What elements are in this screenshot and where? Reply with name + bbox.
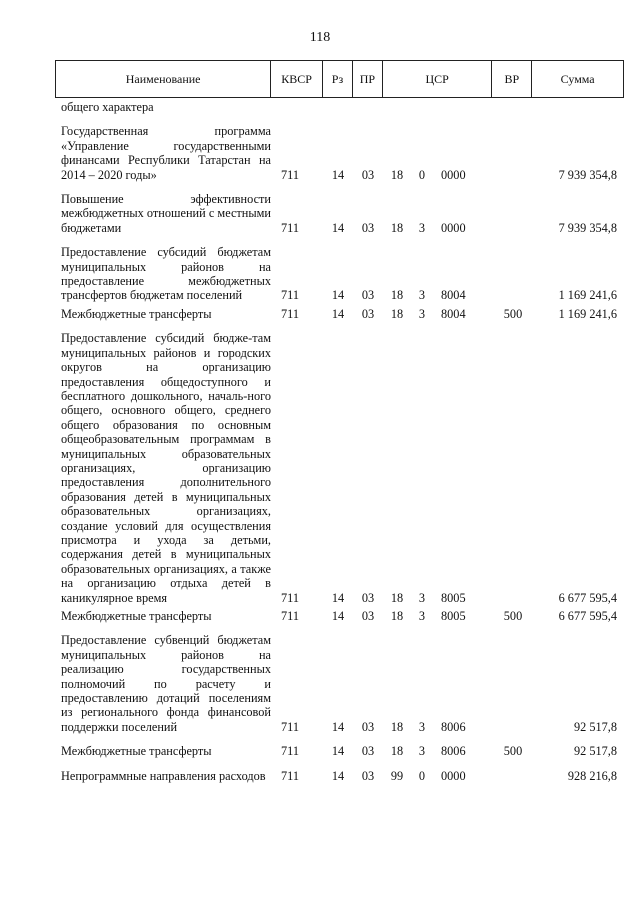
row-csr-subprogram: 0 <box>418 167 426 182</box>
row-continuation: общего характера <box>61 100 154 114</box>
table-header <box>55 60 624 98</box>
row-csr-subprogram: 3 <box>418 609 426 623</box>
table-body <box>55 100 624 783</box>
row-kvsr: 711 <box>281 719 299 734</box>
row-rz: 14 <box>331 288 345 303</box>
row-sum: 928 216,8 <box>567 768 617 783</box>
row-kvsr: 711 <box>281 220 299 235</box>
table-row <box>55 192 624 235</box>
row-csr-subprogram: 3 <box>418 719 426 734</box>
row-csr-program: 18 <box>390 719 404 734</box>
row-sum: 7 939 354,8 <box>558 220 617 235</box>
row-pr: 03 <box>361 306 375 321</box>
row-csr-code: 8006 <box>441 744 466 759</box>
table-row <box>55 633 624 734</box>
header-name: Наименование <box>56 61 271 97</box>
row-csr-code: 0000 <box>441 220 466 235</box>
row-sum: 1 169 241,6 <box>558 306 617 321</box>
row-csr-code: 8004 <box>441 306 466 321</box>
header-sum: Сумма <box>560 71 595 86</box>
row-csr-subprogram: 3 <box>418 288 426 303</box>
row-vr: 500 <box>503 306 523 321</box>
header-kvsr: КВСР <box>271 61 323 97</box>
row-rz: 14 <box>331 590 345 605</box>
row-csr-program: 99 <box>390 768 404 783</box>
row-csr-program: 18 <box>390 609 404 623</box>
row-kvsr: 711 <box>281 288 299 303</box>
table-row <box>55 744 624 758</box>
row-rz: 14 <box>331 306 345 321</box>
table-row <box>55 331 624 605</box>
row-csr-subprogram: 3 <box>418 744 426 759</box>
row-csr-program: 18 <box>390 288 404 303</box>
row-pr: 03 <box>361 220 375 235</box>
table-row <box>55 124 624 182</box>
header-csr: ЦСР <box>383 61 493 97</box>
row-csr-code: 8004 <box>441 288 466 303</box>
row-kvsr: 711 <box>281 590 299 605</box>
table-row <box>55 307 624 321</box>
row-name: Межбюджетные трансферты <box>61 609 212 623</box>
row-sum: 7 939 354,8 <box>558 167 617 182</box>
row-csr-code: 0000 <box>441 167 466 182</box>
table-row <box>55 100 624 114</box>
row-pr: 03 <box>361 167 375 182</box>
row-name: Межбюджетные трансферты <box>61 744 212 759</box>
row-sum: 1 169 241,6 <box>558 288 617 303</box>
row-name: Межбюджетные трансферты <box>61 306 212 321</box>
row-kvsr: 711 <box>281 167 299 182</box>
row-sum: 6 677 595,4 <box>558 590 617 605</box>
row-csr-subprogram: 3 <box>418 220 426 235</box>
row-rz: 14 <box>331 167 345 182</box>
row-pr: 03 <box>361 768 375 783</box>
row-csr-code: 8005 <box>441 590 466 605</box>
row-rz: 14 <box>331 609 345 623</box>
row-pr: 03 <box>361 288 375 303</box>
row-csr-program: 18 <box>390 220 404 235</box>
row-rz: 14 <box>331 719 345 734</box>
row-csr-program: 18 <box>390 167 404 182</box>
row-name: Предоставление субвенций бюджетам муниципальных районов на реализацию государственных полномочий по расчету и предоставлению дотаций поселениям из регионального фонда финансовой поддержки поселений <box>61 633 271 734</box>
table-row <box>55 769 624 783</box>
row-kvsr: 711 <box>281 744 299 759</box>
header-vr: ВР <box>492 61 532 97</box>
row-csr-code: 8005 <box>441 609 466 623</box>
row-name: Непрограммные направления расходов <box>61 768 266 783</box>
row-pr: 03 <box>361 719 375 734</box>
row-vr: 500 <box>503 744 523 759</box>
row-name: Повышение эффективности межбюджетных отношений с местными бюджетами <box>61 192 271 235</box>
row-sum: 92 517,8 <box>573 719 617 734</box>
row-rz: 14 <box>331 744 345 759</box>
row-csr-subprogram: 3 <box>418 306 426 321</box>
row-csr-program: 18 <box>390 306 404 321</box>
row-csr-code: 8006 <box>441 719 466 734</box>
row-pr: 03 <box>361 590 375 605</box>
row-kvsr: 711 <box>281 609 299 623</box>
row-name: Предоставление субсидий бюдже-там муниципальных районов и городских округов на организацию предоставления общедоступного и бесплатного дошкольного, началь-ного общего, основного общего, среднего общего образования по основным общеобразовательным программам в муниципальных образовательных организациях, организацию предоставления дополнительного образования детей в муниципальных образовательных организациях, создание условий для осуществления присмотра и ухода за детьми, содержания детей в муниципальных образовательных организациях, а также на организацию отдыха детей в каникулярное время <box>61 331 271 605</box>
row-sum: 92 517,8 <box>573 744 617 759</box>
page-number: 118 <box>309 30 331 45</box>
header-rz: Рз <box>323 61 353 97</box>
table-row <box>55 245 624 303</box>
row-csr-subprogram: 3 <box>418 590 426 605</box>
row-rz: 14 <box>331 768 345 783</box>
row-kvsr: 711 <box>281 306 299 321</box>
row-name: Государственная программа «Управление государственными финансами Республики Татарстан на 2014 – 2020 годы» <box>61 124 271 182</box>
row-pr: 03 <box>361 609 375 623</box>
row-csr-program: 18 <box>390 744 404 759</box>
table-row <box>55 609 624 623</box>
row-kvsr: 711 <box>281 768 299 783</box>
row-rz: 14 <box>331 220 345 235</box>
row-name: Предоставление субсидий бюджетам муниципальных районов на предоставление межбюджетных трансфертов бюджетам поселений <box>61 245 271 303</box>
header-pr: ПР <box>353 61 383 97</box>
row-csr-program: 18 <box>390 590 404 605</box>
row-csr-subprogram: 0 <box>418 768 426 783</box>
row-vr: 500 <box>503 609 523 623</box>
row-csr-code: 0000 <box>441 768 466 783</box>
row-pr: 03 <box>361 744 375 759</box>
row-sum: 6 677 595,4 <box>558 609 617 623</box>
